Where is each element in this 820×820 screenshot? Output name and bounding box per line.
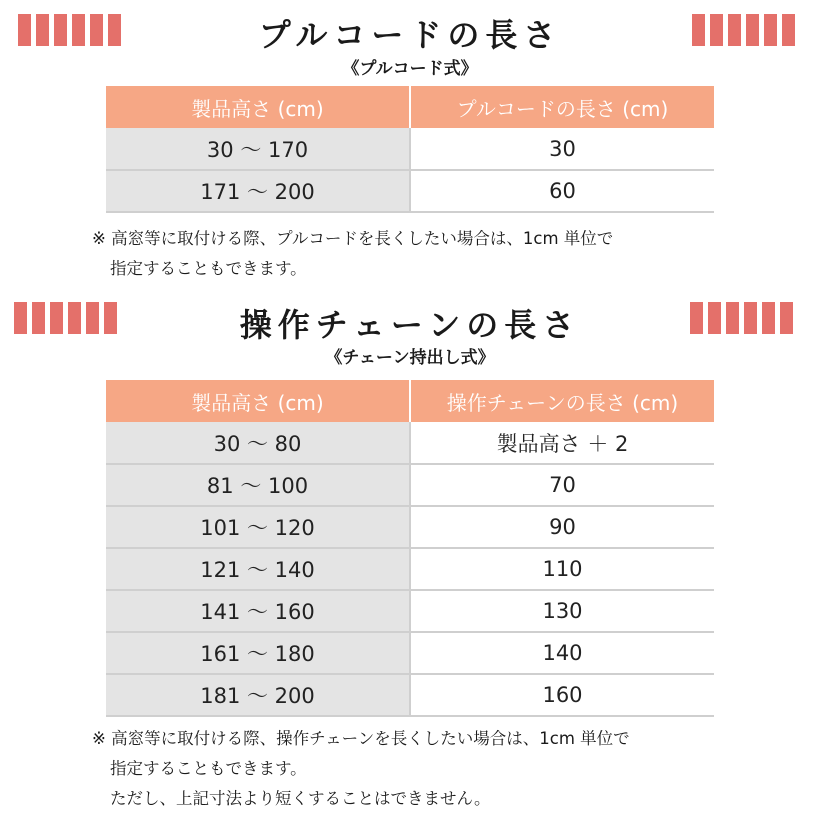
header-chain-length: 操作チェーンの長さ (cm): [410, 380, 714, 422]
table-row: [106, 590, 714, 632]
note-line: ※ 高窓等に取付ける際、プルコードを長くしたい場合は、1cm 単位で: [92, 229, 614, 248]
note-line: ※ 高窓等に取付ける際、操作チェーンを長くしたい場合は、1cm 単位で: [92, 729, 630, 748]
table-row: [106, 632, 714, 674]
table-row: [106, 170, 714, 212]
height-range-cell: 81 〜 100: [106, 464, 410, 506]
length-cell: 30: [410, 128, 714, 170]
length-cell: 70: [410, 464, 714, 506]
table-header-row: [106, 86, 714, 128]
table-row: [106, 548, 714, 590]
header-product-height: 製品高さ (cm): [106, 86, 410, 128]
section1-subtitle: 《プルコード式》: [342, 59, 478, 79]
note-line: 指定することもできます。: [110, 759, 307, 778]
table-row: [106, 464, 714, 506]
section2-note: [92, 724, 630, 814]
section2-subtitle: 《チェーン持出し式》: [325, 348, 495, 368]
height-range-cell: 161 〜 180: [106, 632, 410, 674]
header-product-height: 製品高さ (cm): [106, 380, 410, 422]
height-range-cell: 30 〜 80: [106, 422, 410, 464]
table-row: [106, 674, 714, 716]
length-cell: 140: [410, 632, 714, 674]
table-row: [106, 128, 714, 170]
length-cell: 130: [410, 590, 714, 632]
note-line: 指定することもできます。: [110, 259, 307, 278]
length-cell: 90: [410, 506, 714, 548]
table-row: [106, 506, 714, 548]
length-cell: 160: [410, 674, 714, 716]
pull-cord-table: [106, 86, 714, 213]
length-cell: 製品高さ ＋ 2: [410, 422, 714, 464]
height-range-cell: 121 〜 140: [106, 548, 410, 590]
length-cell: 110: [410, 548, 714, 590]
height-range-cell: 171 〜 200: [106, 170, 410, 212]
operation-chain-table: [106, 380, 714, 717]
height-range-cell: 141 〜 160: [106, 590, 410, 632]
section1-note: [92, 224, 613, 284]
height-range-cell: 30 〜 170: [106, 128, 410, 170]
note-line: ただし、上記寸法より短くすることはできません。: [110, 789, 491, 808]
height-range-cell: 181 〜 200: [106, 674, 410, 716]
height-range-cell: 101 〜 120: [106, 506, 410, 548]
header-cord-length: プルコードの長さ (cm): [410, 86, 714, 128]
table-header-row: [106, 380, 714, 422]
section2-title: 操作チェーンの長さ: [239, 306, 581, 344]
table-row: [106, 422, 714, 464]
section1-title: プルコードの長さ: [258, 16, 562, 54]
length-cell: 60: [410, 170, 714, 212]
